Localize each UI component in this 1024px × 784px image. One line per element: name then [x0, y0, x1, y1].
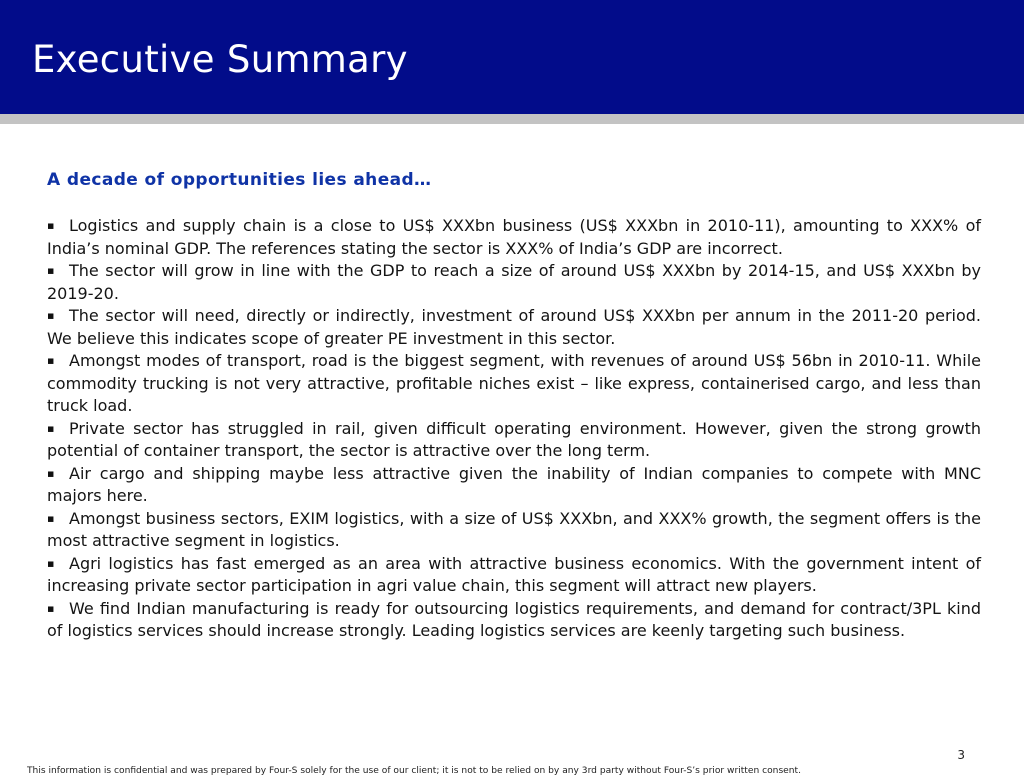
bullet-marker-icon: ▪ — [47, 264, 55, 277]
confidentiality-footer: This information is confidential and was prepared by Four-S solely for the use of our client; it is not to be relied on by any 3rd party without Four-S’s prior written consent. — [27, 766, 801, 776]
bullet-item — [47, 418, 981, 463]
page-number: 3 — [957, 748, 965, 762]
bullet-marker-icon: ▪ — [47, 511, 55, 525]
bullet-text: Agri logistics has fast emerged as an area with attractive business economics. With the government intent of increasing private sector participation in agri value chain, this segment will attract new players. — [47, 553, 981, 595]
slide-subtitle: A decade of opportunities lies ahead… — [47, 170, 432, 190]
bullet-marker-icon: ▪ — [47, 219, 55, 232]
bullet-marker-icon: ▪ — [47, 354, 55, 367]
title-divider — [0, 114, 1024, 124]
bullet-text: We find Indian manufacturing is ready for outsourcing logistics requirements, and demand for contract/3PL kind of logistics services should increase strongly. Leading logistics services are keenly targeting such business. — [47, 598, 981, 640]
bullet-marker-icon: ▪ — [47, 421, 55, 435]
bullet-marker-icon: ▪ — [47, 556, 55, 570]
bullet-item — [47, 463, 981, 508]
bullet-item — [47, 305, 981, 350]
bullet-item — [47, 598, 981, 643]
bullet-item — [47, 215, 981, 260]
bullet-list — [47, 215, 981, 643]
bullet-marker-icon: ▪ — [47, 309, 55, 322]
title-bar — [0, 0, 1024, 114]
slide-title: Executive Summary — [32, 38, 408, 81]
bullet-item — [47, 260, 981, 305]
bullet-item — [47, 553, 981, 598]
bullet-text: Amongst modes of transport, road is the biggest segment, with revenues of around US$ 56bn in 2010-11. While commodity trucking is not very attractive, profitable niches exist – like express, containerised cargo, and less than truck load. — [47, 351, 981, 415]
bullet-text: The sector will need, directly or indirectly, investment of around US$ XXXbn per annum in the 2011-20 period. We believe this indicates scope of greater PE investment in this sector. — [47, 306, 981, 348]
bullet-marker-icon: ▪ — [47, 601, 55, 615]
bullet-item — [47, 508, 981, 553]
bullet-marker-icon: ▪ — [47, 466, 55, 480]
bullet-text: Private sector has struggled in rail, given difficult operating environment. However, given the strong growth potential of container transport, the sector is attractive over the long term. — [47, 418, 981, 460]
bullet-text: Amongst business sectors, EXIM logistics, with a size of US$ XXXbn, and XXX% growth, the segment offers is the most attractive segment in logistics. — [47, 508, 981, 550]
bullet-text: Air cargo and shipping maybe less attractive given the inability of Indian companies to compete with MNC majors here. — [47, 463, 981, 505]
bullet-text: The sector will grow in line with the GDP to reach a size of around US$ XXXbn by 2014-15, and US$ XXXbn by 2019-20. — [47, 261, 981, 303]
bullet-text: Logistics and supply chain is a close to US$ XXXbn business (US$ XXXbn in 2010-11), amounting to XXX% of India’s nominal GDP. The references stating the sector is XXX% of India’s GDP are incorrect. — [47, 216, 981, 258]
bullet-item — [47, 350, 981, 418]
